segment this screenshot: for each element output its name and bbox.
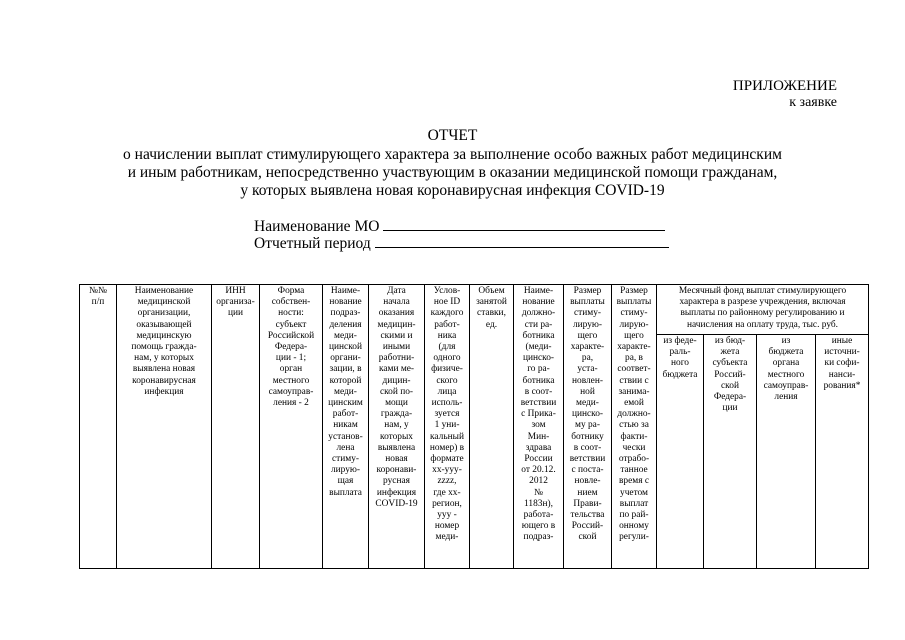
header-payment-amount-actual: Размер выплаты стиму- лирую- щего характе- ра, в соответ- ствии с занима- емой должно- стью за факти- чески отрабо- танное время с учетом выплат по рай- онному регули-	[612, 285, 657, 569]
header-department-name: Наиме- нование подраз- деления меди- цинской органи- зации, в которой меди- цинским работ- никам установ- лена стиму- лирую- щая выплата	[323, 285, 369, 569]
report-period-blank-line[interactable]	[375, 233, 669, 248]
header-position-name: Наиме- нование должно- сти ра- ботника (меди- цинско- го ра- ботника в соот- ветствии с Прика- зом Мин- здрава России от 20.12. 2012 № 1183н), работа- ющего в подраз-	[514, 285, 564, 569]
annex-subtitle: к заявке	[789, 95, 837, 110]
header-rate-volume: Объем занятой ставки, ед.	[470, 285, 514, 569]
mo-name-label: Наименование МО	[254, 218, 380, 235]
header-monthly-fund: Месячный фонд выплат стимулирующего характера в разрезе учреждения, включая выплаты по районному регулированию и начисления на оплату труда, тыс. руб.	[657, 285, 869, 335]
report-period-field	[254, 233, 669, 253]
report-table-container	[78, 283, 869, 569]
header-organization-name: Наименование медицинской организации, оказывающей медицинскую помощь гражда- нам, у которых выявлена новая коронавирусная инфекция	[117, 285, 212, 569]
annex-title: ПРИЛОЖЕНИЕ	[732, 78, 837, 94]
report-title-line-3: у которых выявлена новая коронавирусная инфекция COVID-19	[240, 182, 665, 199]
report-table	[79, 284, 869, 569]
header-inn: ИНН организа- ции	[212, 285, 260, 569]
report-title-line-1: о начислении выплат стимулирующего характера за выполнение особо важных работ медицинским	[123, 146, 782, 163]
report-heading: ОТЧЕТ	[427, 127, 478, 144]
header-fund-local-budget: из бюджета органа местного самоуправ- ления	[757, 335, 816, 569]
header-employee-id: Услов- ное ID каждого работ- ника (для одного физиче- ского лица исполь- зуется 1 уни- кальный номер) в формате xx-yyy- zzzz, где xx- регион, yyy - номер меди-	[425, 285, 470, 569]
header-fund-regional-budget: из бюд- жета субъекта Россий- ской Федера- ции	[704, 335, 757, 569]
header-ownership-form: Форма собствен- ности: субъект Российской Федера- ции - 1; орган местного самоуправ- ления - 2	[260, 285, 323, 569]
report-period-label: Отчетный период	[254, 235, 371, 252]
report-title-line-2: и иным работникам, непосредственно участвующим в оказании медицинской помощи гражданам,	[127, 164, 778, 181]
header-start-date: Дата начала оказания медицин- скими и иными работни- ками ме- дицин- ской по- мощи гражда- нам, у которых выявлена новая коронави- русная инфекция COVID-19	[369, 285, 425, 569]
mo-name-blank-line[interactable]	[383, 216, 665, 231]
header-fund-federal-budget: из феде- раль- ного бюджета	[657, 335, 704, 569]
header-row-number: №№ п/п	[80, 285, 117, 569]
header-fund-other-sources: иные источни- ки софи- нанси- рования*	[816, 335, 869, 569]
header-payment-amount-established: Размер выплаты стиму- лирую- щего характе- ра, уста- новлен- ной меди- цинско- му ра- ботнику в соот- ветствии с поста- новле- нием Прави- тельства Россий- ской	[564, 285, 612, 569]
